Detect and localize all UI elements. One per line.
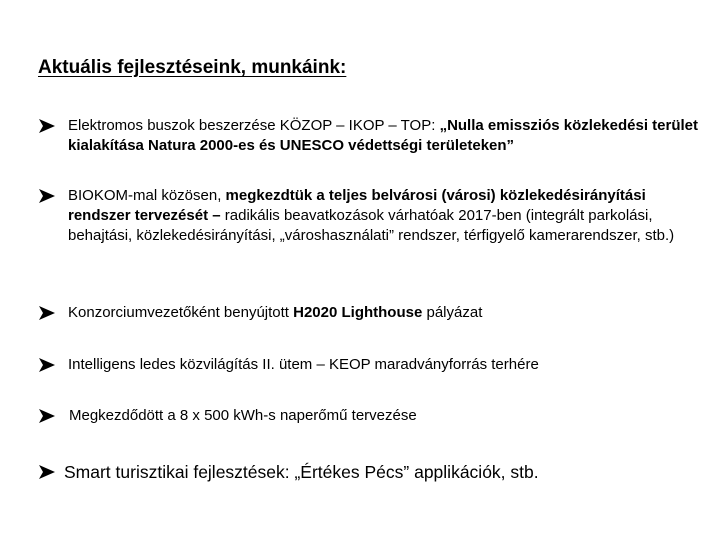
bullet-text-part: BIOKOM-mal közösen, (68, 187, 226, 204)
arrowhead-bullet-icon (38, 118, 56, 134)
bullet-text (68, 116, 698, 156)
bullet-text (64, 461, 539, 483)
slide-title: Aktuális fejlesztéseink, munkáink: (38, 57, 347, 78)
bullet-text (68, 186, 698, 246)
bullet-text-part: Smart turisztikai fejlesztések: „Értékes Pécs” applikációk, stb. (64, 462, 539, 482)
bullet-item-electric-buses (38, 116, 698, 156)
bullet-text (68, 355, 539, 375)
bullet-text (68, 303, 482, 323)
bullet-text-part: radikális beavatkozások várhatóak 2017-ben (integrált parkolási, behajtási, közlekedésirányítási, „városhasználati” rendszer, térfigyelő kamerarendszer, stb.) (68, 207, 675, 244)
bullet-text-bold-part: H2020 Lighthouse (293, 304, 423, 321)
bullet-text-part: Intelligens ledes közvilágítás II. ütem – KEOP maradványforrás terhére (68, 356, 539, 373)
arrowhead-bullet-icon (38, 188, 56, 204)
bullet-text (69, 406, 417, 426)
bullet-text-part: Megkezdődött a 8 x 500 kWh-s naperőmű tervezése (69, 407, 417, 424)
arrowhead-bullet-icon (38, 464, 56, 480)
bullet-text-part: Elektromos buszok beszerzése KÖZOP – IKOP – TOP: (68, 117, 440, 134)
bullet-text-bold-part: „Nulla emissziós közlekedési terület kialakítása Natura 2000-es és UNESCO védettségi területeken” (68, 117, 698, 154)
arrowhead-bullet-icon (38, 408, 56, 424)
bullet-text-bold-part: megkezdtük a teljes belvárosi (városi) közlekedésirányítási rendszer tervezését – (68, 187, 646, 224)
bullet-item-traffic-control (38, 186, 698, 246)
arrowhead-bullet-icon (38, 357, 56, 373)
bullet-item-solar-plant (38, 406, 698, 426)
bullet-text-part: Konzorciumvezetőként benyújtott (68, 304, 294, 321)
bullet-item-smart-tourism (38, 461, 698, 483)
bullet-item-h2020-lighthouse (38, 303, 698, 323)
bullet-text-part: pályázat (422, 304, 483, 321)
bullet-item-led-lighting (38, 355, 698, 375)
arrowhead-bullet-icon (38, 305, 56, 321)
